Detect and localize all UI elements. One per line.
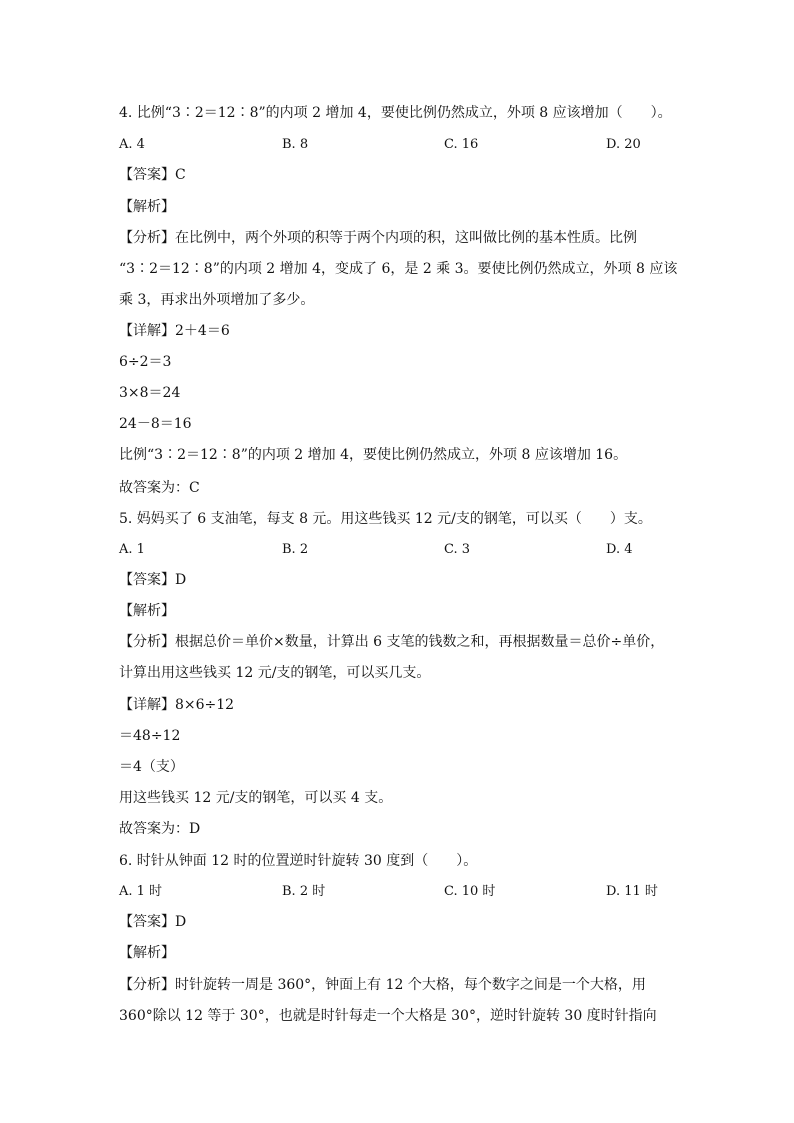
question-4-analysis-line: 乘 3，再求出外项增加了多少。 — [119, 292, 315, 308]
question-5-detail-line: 【详解】8×6÷12 — [119, 697, 235, 713]
question-6-analysis-title: 【解析】 — [119, 945, 175, 961]
question-6-answer: 【答案】D — [119, 914, 187, 930]
question-4-detail-line: 6÷2＝3 — [119, 354, 172, 370]
question-5-analysis-line: 计算出用这些钱买 12 元/支的钢笔，可以买几支。 — [119, 665, 431, 681]
option-b: B. 2 时 — [282, 884, 326, 899]
question-4-final-answer: 故答案为：C — [119, 480, 200, 496]
question-4-detail-line: 比例“3∶2＝12∶8”的内项 2 增加 4，要使比例仍然成立，外项 8 应该增加 16。 — [119, 447, 628, 463]
question-4-analysis-line: 【分析】在比例中，两个外项的积等于两个内项的积，这叫做比例的基本性质。比例 — [119, 230, 637, 246]
question-5-detail-line: 用这些钱买 12 元/支的钢笔，可以买 4 支。 — [119, 790, 393, 806]
option-a: A. 1 — [119, 542, 145, 557]
option-c: C. 3 — [444, 542, 471, 557]
question-5-detail-line: ＝48÷12 — [119, 728, 181, 744]
option-b: B. 8 — [282, 137, 309, 152]
option-c: C. 10 时 — [444, 884, 496, 899]
question-5-stem: 5. 妈妈买了 6 支油笔，每支 8 元。用这些钱买 12 元/支的钢笔，可以买（ ）支。 — [119, 511, 652, 527]
option-a: A. 1 时 — [119, 884, 163, 899]
question-4-analysis-line: “3∶2＝12∶8”的内项 2 增加 4，变成了 6，是 2 乘 3。要使比例仍然成立，外项 8 应该 — [119, 261, 678, 277]
question-6-analysis-line: 360°除以 12 等于 30°，也就是时针每走一个大格是 30°，逆时针旋转 30 度时针指向 — [119, 1008, 657, 1024]
option-b: B. 2 — [282, 542, 309, 557]
question-6-stem: 6. 时针从钟面 12 时的位置逆时针旋转 30 度到（ ）。 — [119, 853, 478, 869]
question-5-answer: 【答案】D — [119, 572, 187, 588]
question-6-analysis-line: 【分析】时针旋转一周是 360°，钟面上有 12 个大格，每个数字之间是一个大格，用 — [119, 977, 646, 993]
question-4-analysis-title: 【解析】 — [119, 199, 175, 215]
option-c: C. 16 — [444, 137, 479, 152]
option-d: D. 4 — [606, 542, 633, 557]
option-d: D. 11 时 — [606, 884, 658, 899]
question-4-detail-line: 24－8＝16 — [119, 416, 192, 432]
question-6-options — [119, 883, 679, 901]
option-a: A. 4 — [119, 137, 145, 152]
question-5-final-answer: 故答案为：D — [119, 821, 201, 837]
question-5-analysis-title: 【解析】 — [119, 603, 175, 619]
option-d: D. 20 — [606, 137, 641, 152]
question-4-options — [119, 136, 679, 154]
question-5-analysis-line: 【分析】根据总价＝单价×数量，计算出 6 支笔的钱数之和，再根据数量＝总价÷单价， — [119, 634, 665, 650]
question-4-stem: 4. 比例“3∶2＝12∶8”的内项 2 增加 4，要使比例仍然成立，外项 8 应该增加（ ）。 — [119, 105, 672, 121]
question-4-answer: 【答案】C — [119, 167, 186, 183]
question-4-detail-line: 3×8＝24 — [119, 385, 181, 401]
question-5-detail-line: ＝4（支） — [119, 759, 184, 775]
question-4-detail-line: 【详解】2＋4＝6 — [119, 323, 230, 339]
question-5-options — [119, 541, 679, 559]
